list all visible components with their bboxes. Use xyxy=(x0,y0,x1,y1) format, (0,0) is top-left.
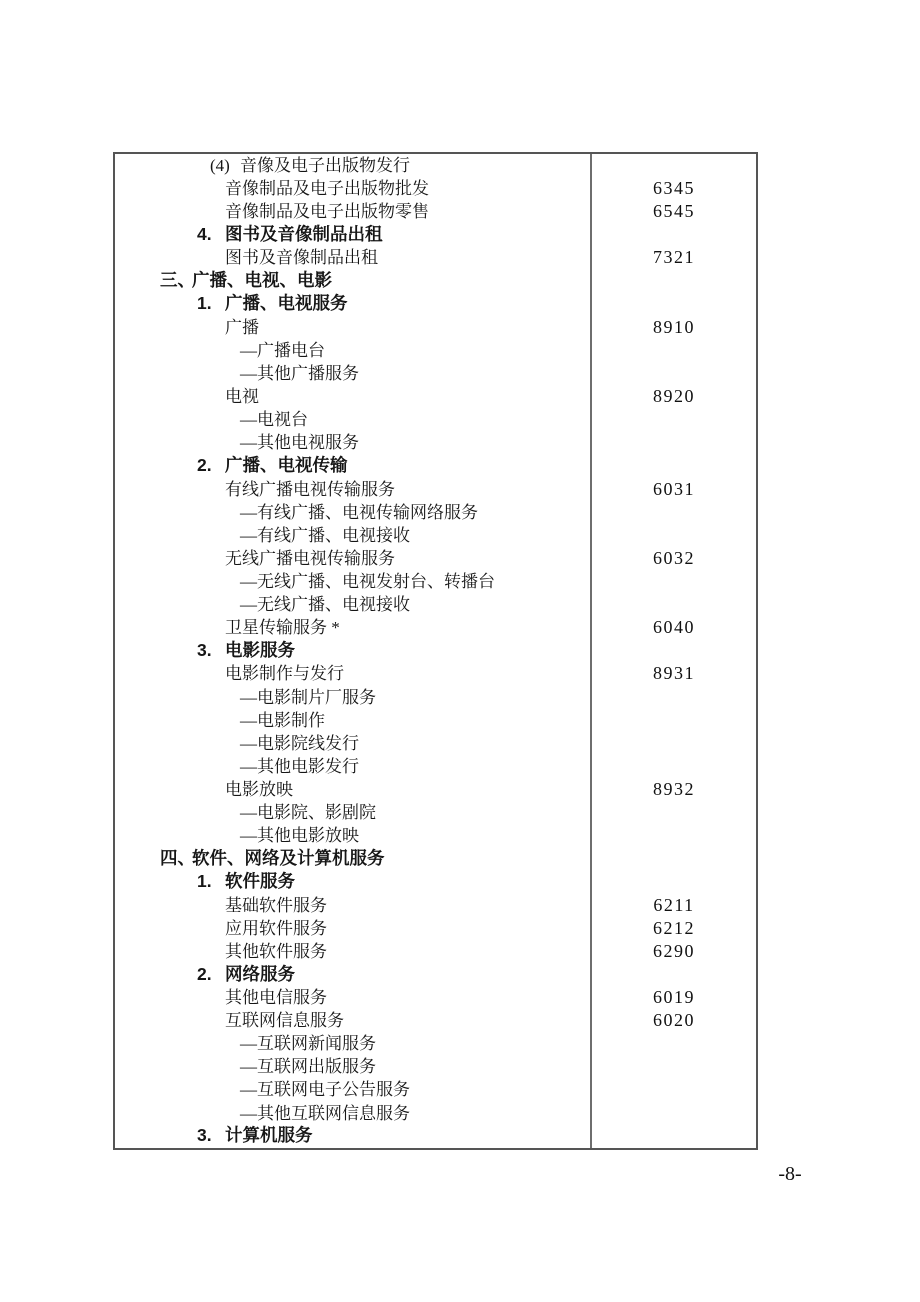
code-cell xyxy=(590,293,756,316)
item-number: 4. xyxy=(197,224,212,245)
item-text: —电影院线发行 xyxy=(240,733,359,753)
table-row xyxy=(115,270,756,293)
item-number: (4) xyxy=(210,156,230,176)
code-cell: 6212 xyxy=(590,917,756,940)
item-text: 广播、电视、电影 xyxy=(192,270,332,291)
item-number: 三、 xyxy=(160,270,195,291)
category-label xyxy=(115,570,590,593)
item-text: 图书及音像制品出租 xyxy=(225,248,378,268)
code-cell xyxy=(590,732,756,755)
item-number: 2. xyxy=(197,455,212,476)
category-label xyxy=(115,732,590,755)
category-label xyxy=(115,200,590,223)
code-cell xyxy=(590,1125,756,1148)
code-cell xyxy=(590,686,756,709)
item-text: 计算机服务 xyxy=(225,1125,313,1146)
item-text: 其他软件服务 xyxy=(225,941,327,961)
table-row xyxy=(115,1125,756,1148)
table-row xyxy=(115,408,756,431)
item-text: 无线广播电视传输服务 xyxy=(225,548,395,568)
code-cell: 6019 xyxy=(590,986,756,1009)
code-cell xyxy=(590,154,756,177)
category-label xyxy=(115,408,590,431)
table-row xyxy=(115,593,756,616)
category-label xyxy=(115,223,590,246)
code-cell: 6020 xyxy=(590,1009,756,1032)
item-text: —其他电视服务 xyxy=(240,433,359,453)
code-cell: 7321 xyxy=(590,246,756,269)
item-text: 卫星传输服务 * xyxy=(225,618,340,638)
category-label xyxy=(115,963,590,986)
item-text: 电视 xyxy=(225,387,259,407)
table-row xyxy=(115,339,756,362)
table-row xyxy=(115,963,756,986)
item-text: 音像制品及电子出版物批发 xyxy=(225,179,429,199)
code-cell xyxy=(590,570,756,593)
category-label xyxy=(115,316,590,339)
code-cell xyxy=(590,963,756,986)
table-row xyxy=(115,547,756,570)
table-row xyxy=(115,755,756,778)
item-text: 音像制品及电子出版物零售 xyxy=(225,202,429,222)
item-number: 1. xyxy=(197,871,212,892)
table-row xyxy=(115,570,756,593)
table-row xyxy=(115,709,756,732)
category-label xyxy=(115,709,590,732)
code-cell xyxy=(590,501,756,524)
item-number: 1. xyxy=(197,293,212,314)
table-row xyxy=(115,662,756,685)
table-row xyxy=(115,870,756,893)
table-body xyxy=(115,154,756,1148)
table-row xyxy=(115,917,756,940)
item-text: 应用软件服务 xyxy=(225,918,327,938)
table-row xyxy=(115,246,756,269)
item-text: —有线广播、电视传输网络服务 xyxy=(240,502,478,522)
table-row xyxy=(115,454,756,477)
category-label xyxy=(115,917,590,940)
code-cell xyxy=(590,639,756,662)
category-label xyxy=(115,246,590,269)
table-row xyxy=(115,847,756,870)
code-cell xyxy=(590,1032,756,1055)
code-cell xyxy=(590,362,756,385)
table-row xyxy=(115,154,756,177)
table-row xyxy=(115,616,756,639)
item-number: 3. xyxy=(197,1125,212,1146)
category-label xyxy=(115,755,590,778)
code-cell xyxy=(590,824,756,847)
item-text: —其他电影发行 xyxy=(240,756,359,776)
item-number: 3. xyxy=(197,640,212,661)
category-label xyxy=(115,894,590,917)
category-label xyxy=(115,177,590,200)
category-label xyxy=(115,778,590,801)
item-text: 图书及音像制品出租 xyxy=(225,224,383,245)
table-row xyxy=(115,1101,756,1124)
code-cell xyxy=(590,755,756,778)
item-text: —电影制片厂服务 xyxy=(240,687,376,707)
category-label xyxy=(115,431,590,454)
category-label xyxy=(115,1055,590,1078)
item-text: 广播、电视服务 xyxy=(225,293,348,314)
item-text: 广播 xyxy=(225,317,259,337)
item-text: 网络服务 xyxy=(225,963,295,984)
category-label xyxy=(115,801,590,824)
category-label xyxy=(115,686,590,709)
category-label xyxy=(115,1101,590,1124)
code-cell: 6031 xyxy=(590,478,756,501)
item-text: —互联网出版服务 xyxy=(240,1057,376,1077)
table-row xyxy=(115,940,756,963)
item-text: 电影制作与发行 xyxy=(225,664,344,684)
code-cell: 6545 xyxy=(590,200,756,223)
category-label xyxy=(115,593,590,616)
category-label xyxy=(115,824,590,847)
table-row xyxy=(115,639,756,662)
item-number: 2. xyxy=(197,963,212,984)
category-label xyxy=(115,616,590,639)
code-cell xyxy=(590,847,756,870)
category-label xyxy=(115,940,590,963)
item-text: 软件服务 xyxy=(225,871,295,892)
table-row xyxy=(115,478,756,501)
item-text: —其他广播服务 xyxy=(240,364,359,384)
category-label xyxy=(115,639,590,662)
category-label xyxy=(115,662,590,685)
category-label xyxy=(115,1032,590,1055)
category-label xyxy=(115,293,590,316)
item-text: —无线广播、电视发射台、转播台 xyxy=(240,572,495,592)
table-row xyxy=(115,732,756,755)
code-cell: 8931 xyxy=(590,662,756,685)
category-label xyxy=(115,547,590,570)
item-text: 广播、电视传输 xyxy=(225,455,348,476)
code-cell xyxy=(590,339,756,362)
category-label xyxy=(115,270,590,293)
code-cell: 8932 xyxy=(590,778,756,801)
table-row xyxy=(115,894,756,917)
code-cell: 8910 xyxy=(590,316,756,339)
item-text: 电影服务 xyxy=(225,640,295,661)
table-row xyxy=(115,223,756,246)
item-text: —电影院、影剧院 xyxy=(240,803,376,823)
code-cell: 6040 xyxy=(590,616,756,639)
item-text: —有线广播、电视接收 xyxy=(240,525,410,545)
classification-table xyxy=(113,152,758,1150)
table-row xyxy=(115,316,756,339)
item-text: 电影放映 xyxy=(225,780,293,799)
category-label xyxy=(115,986,590,1009)
table-row xyxy=(115,1078,756,1101)
table-row xyxy=(115,801,756,824)
code-cell: 6032 xyxy=(590,547,756,570)
item-text: —电影制作 xyxy=(240,710,325,730)
item-text: 音像及电子出版物发行 xyxy=(240,156,410,176)
table-row xyxy=(115,1032,756,1055)
code-cell: 8920 xyxy=(590,385,756,408)
category-label xyxy=(115,362,590,385)
code-cell xyxy=(590,524,756,547)
item-text: 有线广播电视传输服务 xyxy=(225,479,395,499)
item-text: 软件、网络及计算机服务 xyxy=(192,848,385,869)
item-text: —电视台 xyxy=(240,410,308,430)
table-row xyxy=(115,177,756,200)
code-cell xyxy=(590,709,756,732)
table-row xyxy=(115,524,756,547)
table-row xyxy=(115,986,756,1009)
code-cell xyxy=(590,431,756,454)
category-label xyxy=(115,847,590,870)
category-label xyxy=(115,385,590,408)
table-row xyxy=(115,778,756,801)
table-row xyxy=(115,686,756,709)
item-text: —其他电影放映 xyxy=(240,826,359,846)
item-text: —无线广播、电视接收 xyxy=(240,595,410,615)
category-label xyxy=(115,478,590,501)
table-row xyxy=(115,1055,756,1078)
category-label xyxy=(115,454,590,477)
code-cell: 6290 xyxy=(590,940,756,963)
category-label xyxy=(115,1009,590,1032)
item-number: 四、 xyxy=(160,848,195,869)
table-row xyxy=(115,824,756,847)
table-row xyxy=(115,431,756,454)
code-cell xyxy=(590,1055,756,1078)
category-label xyxy=(115,154,590,177)
item-text: —互联网新闻服务 xyxy=(240,1034,376,1054)
category-label xyxy=(115,339,590,362)
table-row xyxy=(115,362,756,385)
table-row xyxy=(115,293,756,316)
table-row xyxy=(115,385,756,408)
item-text: —广播电台 xyxy=(240,340,325,360)
code-cell xyxy=(590,801,756,824)
code-cell xyxy=(590,870,756,893)
code-cell xyxy=(590,223,756,246)
code-cell xyxy=(590,270,756,293)
item-text: 互联网信息服务 xyxy=(225,1011,344,1031)
item-text: 其他电信服务 xyxy=(225,987,327,1007)
item-text: —其他互联网信息服务 xyxy=(240,1103,410,1123)
category-label xyxy=(115,501,590,524)
page-number: -8- xyxy=(778,1163,802,1185)
code-cell: 6345 xyxy=(590,177,756,200)
table-row xyxy=(115,501,756,524)
code-cell xyxy=(590,1078,756,1101)
code-cell xyxy=(590,454,756,477)
category-label xyxy=(115,870,590,893)
table-row xyxy=(115,1009,756,1032)
item-text: —互联网电子公告服务 xyxy=(240,1080,410,1100)
code-cell xyxy=(590,593,756,616)
code-cell xyxy=(590,408,756,431)
item-text: 基础软件服务 xyxy=(225,895,327,915)
table-row xyxy=(115,200,756,223)
code-cell: 6211 xyxy=(590,894,756,917)
category-label xyxy=(115,1078,590,1101)
category-label xyxy=(115,524,590,547)
code-cell xyxy=(590,1101,756,1124)
category-label xyxy=(115,1125,590,1148)
